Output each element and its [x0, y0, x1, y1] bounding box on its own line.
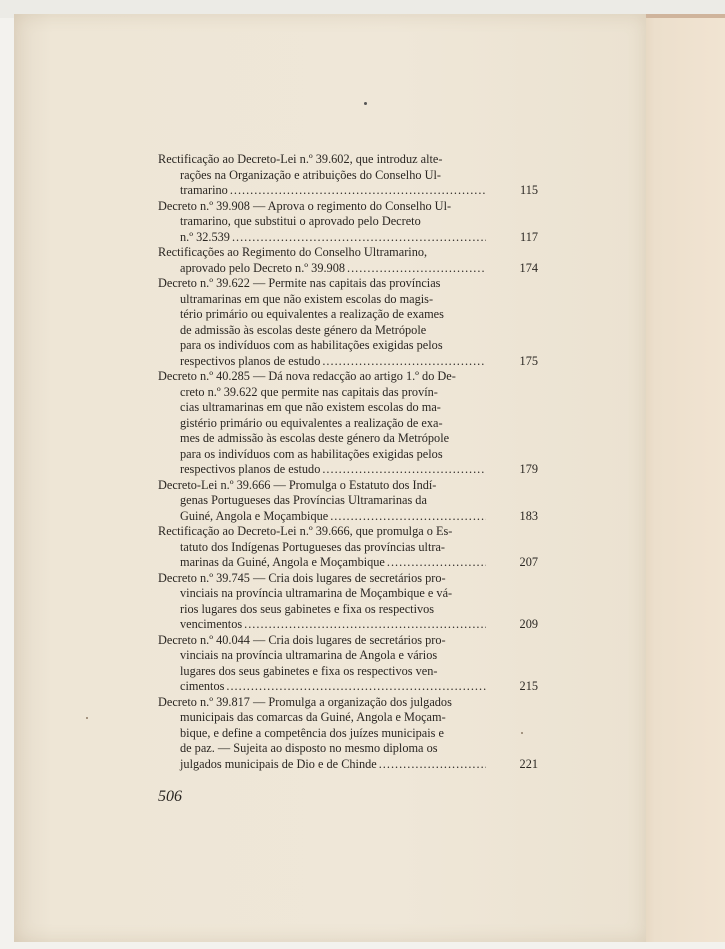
- entry-line: marinas da Guiné, Angola e Moçambique: [180, 555, 385, 569]
- page-ref: 207: [519, 555, 538, 569]
- page-ref: 175: [519, 353, 538, 368]
- ink-dot: [364, 102, 367, 105]
- dot-leader: [226, 679, 486, 695]
- page-ref: 115: [520, 183, 538, 197]
- entry-last-line: [158, 462, 538, 478]
- page-ref: 221: [519, 756, 538, 771]
- toc-entry: [158, 478, 538, 525]
- entry-line: gistério primário ou equivalentes a realização de exa-: [180, 415, 443, 430]
- page-ref: 179: [519, 462, 538, 476]
- entry-line: cias ultramarinas em que não existem escolas do ma-: [180, 400, 441, 414]
- paper-speck: [521, 732, 523, 734]
- entry-line: aprovado pelo Decreto n.º 39.908: [180, 260, 345, 275]
- entry-line: de admissão às escolas deste género da Metrópole: [180, 322, 427, 337]
- entry-line: para os indivíduos com as habilitações exigidas pelos: [180, 446, 443, 461]
- dot-leader: [387, 555, 486, 571]
- dot-leader: [330, 509, 486, 525]
- entry-line: bique, e define a competência dos juízes municipais e: [180, 725, 444, 740]
- entry-line: Decreto n.º 40.285 — Dá nova redacção ao artigo 1.º do De-: [158, 369, 456, 383]
- entry-line: tério primário ou equivalentes a realização de exames: [180, 307, 444, 321]
- page-number: 506: [158, 788, 182, 805]
- entry-line: Decreto n.º 39.622 — Permite nas capitais das províncias: [158, 276, 441, 290]
- dot-leader: [322, 354, 486, 370]
- entry-line: vinciais na província ultramarina de Moçambique e vá-: [180, 586, 453, 600]
- page-ref: 174: [519, 260, 538, 275]
- toc-entry: [158, 695, 538, 773]
- entry-line: tatuto dos Indígenas Portugueses das províncias ultra-: [180, 539, 446, 554]
- entry-last-line: [158, 617, 538, 633]
- entry-line: Rectificação ao Decreto-Lei n.º 39.666, que promulga o Es-: [158, 524, 453, 538]
- toc-entry: [158, 369, 538, 478]
- entry-line: Rectificação ao Decreto-Lei n.º 39.602, que introduz alte-: [158, 152, 443, 166]
- toc-entry: [158, 571, 538, 633]
- dot-leader: [230, 183, 486, 199]
- dot-leader: [244, 617, 486, 633]
- entry-line: respectivos planos de estudo: [180, 462, 321, 476]
- entry-line: vencimentos: [180, 617, 243, 631]
- dot-leader: [347, 261, 486, 277]
- entry-line: julgados municipais de Dio e de Chinde: [180, 756, 377, 771]
- dot-leader: [379, 757, 486, 773]
- entry-line: creto n.º 39.622 que permite nas capitais das provín-: [180, 384, 438, 399]
- entry-line: genas Portugueses das Províncias Ultramarinas da: [180, 493, 427, 507]
- entry-line: lugares dos seus gabinetes e fixa os respectivos ven-: [180, 663, 438, 678]
- entry-last-line: [158, 230, 538, 246]
- entry-line: mes de admissão às escolas deste género da Metrópole: [180, 431, 450, 445]
- dot-leader: [322, 462, 486, 478]
- paper-speck: [86, 717, 88, 719]
- page-ref: 183: [519, 508, 538, 523]
- page-ref: 215: [519, 679, 538, 693]
- entry-line: Rectificações ao Regimento do Conselho Ultramarino,: [158, 245, 428, 259]
- toc-entry: [158, 524, 538, 571]
- entry-line: rios lugares dos seus gabinetes e fixa os respectivos: [180, 601, 435, 616]
- entry-last-line: [158, 679, 538, 695]
- entry-line: cimentos: [180, 679, 225, 693]
- page-ref: 117: [520, 229, 538, 244]
- entry-last-line: [158, 354, 538, 370]
- toc-entry: [158, 199, 538, 246]
- entry-line: para os indivíduos com as habilitações exigidas pelos: [180, 338, 443, 352]
- entry-last-line: [158, 183, 538, 199]
- toc-entry: [158, 633, 538, 695]
- entry-line: ultramarinas em que não existem escolas do magis-: [180, 291, 434, 306]
- page-ref: 209: [519, 617, 538, 631]
- entry-line: vinciais na província ultramarina de Angola e vários: [180, 648, 438, 662]
- entry-line: de paz. — Sujeita ao disposto no mesmo diploma os: [180, 741, 438, 755]
- entry-line: Guiné, Angola e Moçambique: [180, 508, 329, 523]
- dot-leader: [232, 230, 486, 246]
- entry-line: respectivos planos de estudo: [180, 353, 321, 368]
- entry-line: n.º 32.539: [180, 229, 230, 244]
- entry-line: Decreto n.º 39.908 — Aprova o regimento do Conselho Ul-: [158, 198, 452, 213]
- next-page: [636, 18, 725, 942]
- table-of-contents: [158, 152, 538, 772]
- entry-line: Decreto-Lei n.º 39.666 — Promulga o Estatuto dos Indí-: [158, 477, 437, 492]
- entry-last-line: [158, 757, 538, 773]
- entry-line: municipais das comarcas da Guiné, Angola e Moçam-: [180, 710, 446, 724]
- entry-line: Decreto n.º 40.044 — Cria dois lugares de secretários pro-: [158, 632, 446, 647]
- entry-line: Decreto n.º 39.817 — Promulga a organização dos julgados: [158, 694, 452, 709]
- entry-line: tramarino: [180, 183, 228, 197]
- entry-line: Decreto n.º 39.745 — Cria dois lugares de secretários pro-: [158, 570, 446, 585]
- entry-last-line: [158, 509, 538, 525]
- entry-line: tramarino, que substitui o aprovado pelo Decreto: [180, 214, 421, 228]
- toc-entry: [158, 276, 538, 369]
- toc-entry: [158, 245, 538, 276]
- entry-line: rações na Organização e atribuições do Conselho Ul-: [180, 167, 441, 182]
- entry-last-line: [158, 555, 538, 571]
- toc-entry: [158, 152, 538, 199]
- entry-last-line: [158, 261, 538, 277]
